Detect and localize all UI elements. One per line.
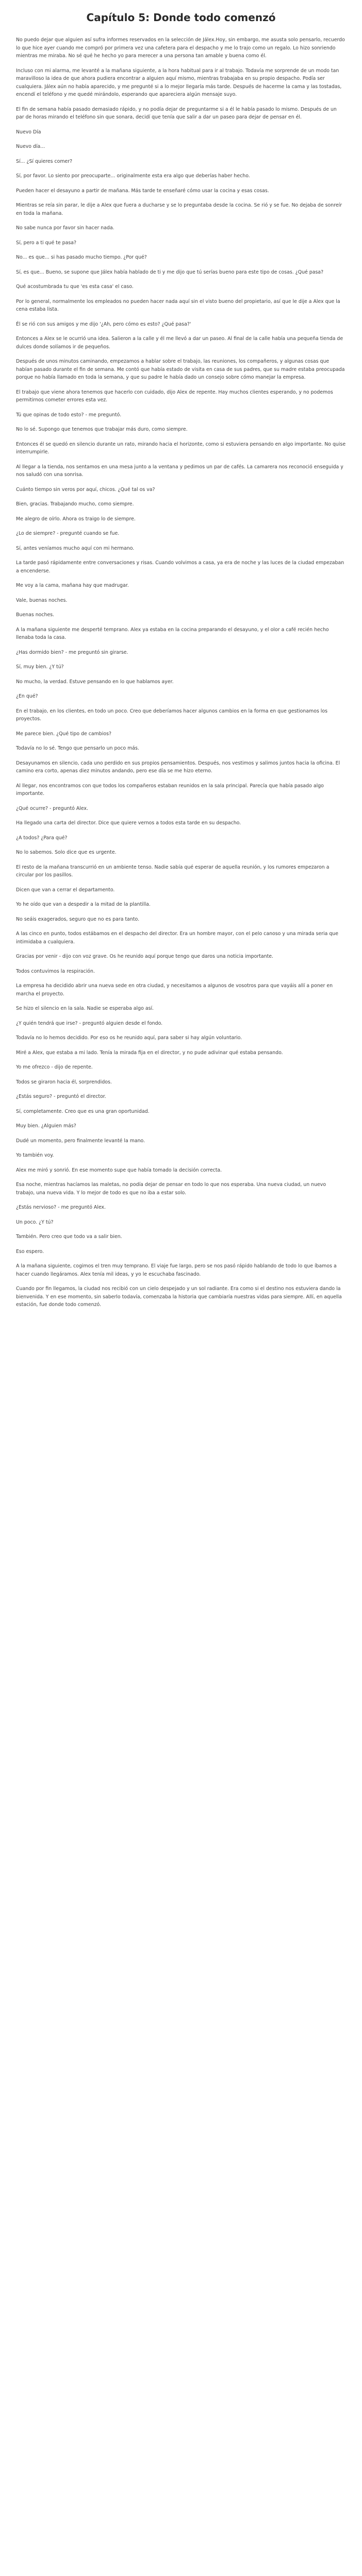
paragraph: Nuevo Día bbox=[16, 129, 41, 135]
paragraph: Desayunamos en silencio, cada uno perdido en sus propios pensamientos. Después, nos vestimos y salimos juntos hacia la oficina. El camino era corto, apenas diez minutos andando, pero ese día se me hizo eterno. bbox=[16, 760, 340, 774]
paragraph: Al llegar, nos encontramos con que todos los compañeros estaban reunidos en la sala principal. Parecía que había pasado algo importante. bbox=[16, 783, 324, 796]
paragraph: Alex me miró y sonrió. En ese momento supe que había tomado la decisión correcta. bbox=[16, 1167, 222, 1173]
paragraph: Por lo general, normalmente los empleados no pueden hacer nada aquí sin el visto bueno del propietario, así que le dije a Alex que la cena estaba lista. bbox=[16, 298, 340, 312]
paragraph: Un poco. ¿Y tú? bbox=[16, 1219, 54, 1225]
paragraph: Sí... ¿Sí quieres comer? bbox=[16, 158, 73, 164]
paragraph: Todos contuvimos la respiración. bbox=[16, 968, 95, 974]
paragraph: No puedo dejar que alguien así sufra informes reservados en la selección de Jálex.Hoy, sin embargo, me asusta solo pensarlo, recuerdo lo que hice ayer cuando me compró por primera vez una cafetera para el despacho y me lo trajo como un regalo. Lo hizo sonriendo mientras me miraba. No sé qué he hecho yo para merecer a una persona tan amable y buena como él. bbox=[16, 37, 345, 59]
paragraph: A las cinco en punto, todos estábamos en el despacho del director. Era un hombre mayor, con el pelo canoso y una mirada seria que intimidaba a cualquiera. bbox=[16, 931, 339, 945]
paragraph: ¿Has dormido bien? - me preguntó sin girarse. bbox=[16, 649, 128, 655]
paragraph: ¿En qué? bbox=[16, 693, 38, 699]
paragraph: Qué acostumbrada tu que 'es esta casa' el caso. bbox=[16, 284, 134, 290]
chapter-title: Capítulo 5: Donde todo comenzó bbox=[86, 11, 276, 24]
paragraph: Cuánto tiempo sin veros por aquí, chicos. ¿Qué tal os va? bbox=[16, 486, 155, 493]
paragraph: También. Pero creo que todo va a salir bien. bbox=[16, 1234, 122, 1240]
paragraph: No lo sabemos. Solo dice que es urgente. bbox=[16, 850, 117, 855]
paragraph: ¿Estás nervioso? - me preguntó Alex. bbox=[16, 1205, 106, 1210]
paragraph: Bien, gracias. Trabajando mucho, como siempre. bbox=[16, 501, 134, 507]
paragraph: Sí, muy bien. ¿Y tú? bbox=[16, 664, 64, 670]
paragraph: No seáis exagerados, seguro que no es para tanto. bbox=[16, 916, 140, 922]
paragraph: Yo me ofrezco - dijo de repente. bbox=[16, 1064, 93, 1070]
paragraph: Incluso con mi alarma, me levanté a la mañana siguiente, a la hora habitual para ir al trabajo. Todavía me sorprende de un modo tan maravilloso la idea de que ahora pudiera encontrar a alguien aquí mismo, mientras trabajaba en su propio despacho. Podía ser cualquiera. Jálex aún no había aparecido, y me pregunté si a lo mejor llegaría más tarde. Después de hacerme la cama y las tostadas, encendí el teléfono y me quedé mirándolo, esperando que apareciera algún mensaje suyo. bbox=[16, 67, 342, 97]
paragraph: Me alegro de oírlo. Ahora os traigo lo de siempre. bbox=[16, 516, 136, 522]
paragraph: ¿Estás seguro? - preguntó el director. bbox=[16, 1094, 106, 1099]
paragraph: No mucho, la verdad. Estuve pensando en lo que hablamos ayer. bbox=[16, 679, 174, 685]
paragraph: Pueden hacer el desayuno a partir de mañana. Más tarde te enseñaré cómo usar la cocina y esas cosas. bbox=[16, 188, 269, 194]
paragraph: Todavía no lo hemos decidido. Por eso os he reunido aquí, para saber si hay algún voluntario. bbox=[16, 1035, 242, 1041]
paragraph: ¿Qué ocurre? - preguntó Alex. bbox=[16, 805, 89, 811]
paragraph: Nuevo día... bbox=[16, 144, 45, 149]
paragraph: Sí, pero a ti qué te pasa? bbox=[16, 240, 76, 246]
paragraph: El trabajo que viene ahora tenemos que hacerlo con cuidado, dijo Alex de repente. Hay muchos clientes esperando, y no podemos permitirnos cometer errores esta vez. bbox=[16, 389, 333, 403]
paragraph: El fin de semana había pasado demasiado rápido, y no podía dejar de preguntarme si a él le había pasado lo mismo. Después de un par de horas mirando el teléfono sin que sonara, decidí que tenía que salir a dar un paseo para dejar de pensar en él. bbox=[16, 106, 337, 120]
paragraph: No lo sé. Supongo que tenemos que trabajar más duro, como siempre. bbox=[16, 427, 188, 432]
paragraph: La tarde pasó rápidamente entre conversaciones y risas. Cuando volvimos a casa, ya era de noche y las luces de la ciudad empezaban a encenderse. bbox=[16, 560, 344, 574]
paragraph: Ha llegado una carta del director. Dice que quiere vernos a todos esta tarde en su despacho. bbox=[16, 820, 241, 826]
paragraph: Gracias por venir - dijo con voz grave. Os he reunido aquí porque tengo que daros una noticia importante. bbox=[16, 954, 274, 959]
paragraph: En el trabajo, en los clientes, en todo un poco. Creo que deberíamos hacer algunos cambios en la forma en que gestionamos los proyectos. bbox=[16, 708, 328, 722]
paragraph: ¿A todos? ¿Para qué? bbox=[16, 835, 68, 841]
paragraph: Dicen que van a cerrar el departamento. bbox=[16, 887, 115, 893]
paragraph: Cuando por fin llegamos, la ciudad nos recibió con un cielo despejado y un sol radiante. Era como si el destino nos estuviera dando la bienvenida. Y en ese momento, sin saberlo todavía, comenzaba la historia que cambiaría nuestras vidas para siempre. Allí, en aquella estación, fue donde todo comenzó. bbox=[16, 1286, 342, 1308]
paragraph: Miré a Alex, que estaba a mi lado. Tenía la mirada fija en el director, y no pude adivinar qué estaba pensando. bbox=[16, 1049, 283, 1056]
paragraph: ¿Lo de siempre? - pregunté cuando se fue. bbox=[16, 531, 120, 536]
paragraph: Tú que opinas de todo esto? - me preguntó. bbox=[16, 412, 122, 418]
paragraph: Después de unos minutos caminando, empezamos a hablar sobre el trabajo, las reuniones, los compañeros, y algunas cosas que habían pasado durante el fin de semana. Me contó que había estado de visita en casa de sus padres, que su madre estaba preocupada porque no había llamado en toda la semana, y que su padre le había dado un consejo sobre cómo manejar la empresa. bbox=[16, 359, 345, 380]
paragraph: Dudé un momento, pero finalmente levanté la mano. bbox=[16, 1138, 145, 1144]
paragraph: A la mañana siguiente, cogimos el tren muy temprano. El viaje fue largo, pero se nos pasó rápido hablando de todo lo que íbamos a hacer cuando llegáramos. Alex tenía mil ideas, y yo le escuchaba fascinado. bbox=[16, 1263, 337, 1277]
paragraph: Buenas noches. bbox=[16, 612, 55, 618]
paragraph: Muy bien. ¿Alguien más? bbox=[16, 1123, 76, 1129]
paragraph: Esa noche, mientras hacíamos las maletas, no podía dejar de pensar en todo lo que nos esperaba. Una nueva ciudad, un nuevo trabajo, una nueva vida. Y lo mejor de todo es que no iba a estar solo. bbox=[16, 1182, 326, 1196]
paragraph: Entonces a Alex se le ocurrió una idea. Salieron a la calle y él me llevó a dar un paseo. Al final de la calle había una pequeña tienda de dulces donde solíamos ir de pequeños. bbox=[16, 336, 343, 350]
paragraph: Todos se giraron hacia él, sorprendidos. bbox=[16, 1079, 112, 1085]
paragraph: Yo he oído que van a despedir a la mitad de la plantilla. bbox=[16, 902, 151, 907]
paragraph: Mientras se reía sin parar, le dije a Alex que fuera a ducharse y se lo preguntaba desde la cocina. Se rió y se fue. No dejaba de sonreír en toda la mañana. bbox=[16, 202, 342, 216]
paragraph: No sabe nunca por favor sin hacer nada. bbox=[16, 225, 114, 231]
paragraph: Entonces él se quedó en silencio durante un rato, mirando hacia el horizonte, como si estuviera pensando en algo importante. No quise interrumpirle. bbox=[16, 441, 346, 455]
paragraph: La empresa ha decidido abrir una nueva sede en otra ciudad, y necesitamos a algunos de vosotros para que vayáis allí a poner en marcha el proyecto. bbox=[16, 983, 333, 997]
paragraph: Sí, por favor. Lo siento por preocuparte... originalmente esta era algo que deberías haber hecho. bbox=[16, 173, 250, 179]
paragraph: Me voy a la cama, mañana hay que madrugar. bbox=[16, 583, 129, 588]
paragraph: Yo también voy. bbox=[16, 1153, 54, 1158]
paragraph: No... es que... si has pasado mucho tiempo. ¿Por qué? bbox=[16, 255, 147, 260]
chapter-body bbox=[16, 36, 346, 1309]
paragraph: Sí, completamente. Creo que es una gran oportunidad. bbox=[16, 1108, 150, 1114]
paragraph: El resto de la mañana transcurrió en un ambiente tenso. Nadie sabía qué esperar de aquella reunión, y los rumores empezaron a circular por los pasillos. bbox=[16, 864, 330, 878]
paragraph: Sí, antes veníamos mucho aquí con mi hermano. bbox=[16, 545, 135, 551]
paragraph: Eso espero. bbox=[16, 1248, 44, 1255]
paragraph: Al llegar a la tienda, nos sentamos en una mesa junto a la ventana y pedimos un par de cafés. La camarera nos reconoció enseguida y nos saludó con una sonrisa. bbox=[16, 464, 343, 478]
paragraph: Todavía no lo sé. Tengo que pensarlo un poco más. bbox=[16, 745, 139, 751]
paragraph: Se hizo el silencio en la sala. Nadie se esperaba algo así. bbox=[16, 1006, 154, 1011]
paragraph: ¿Y quién tendrá que irse? - preguntó alguien desde el fondo. bbox=[16, 1020, 163, 1026]
paragraph: Él se rió con sus amigos y me dijo '¿Ah, pero cómo es esto? ¿Qué pasa?' bbox=[16, 321, 191, 327]
paragraph: Me parece bien. ¿Qué tipo de cambios? bbox=[16, 731, 111, 737]
paragraph: Vale, buenas noches. bbox=[16, 597, 68, 603]
paragraph: Sí, es que... Bueno, se supone que Jálex había hablado de ti y me dijo que tú serías bueno para este tipo de cosas. ¿Qué pasa? bbox=[16, 269, 324, 275]
paragraph: A la mañana siguiente me desperté temprano. Alex ya estaba en la cocina preparando el desayuno, y el olor a café recién hecho llenaba toda la casa. bbox=[16, 626, 329, 640]
